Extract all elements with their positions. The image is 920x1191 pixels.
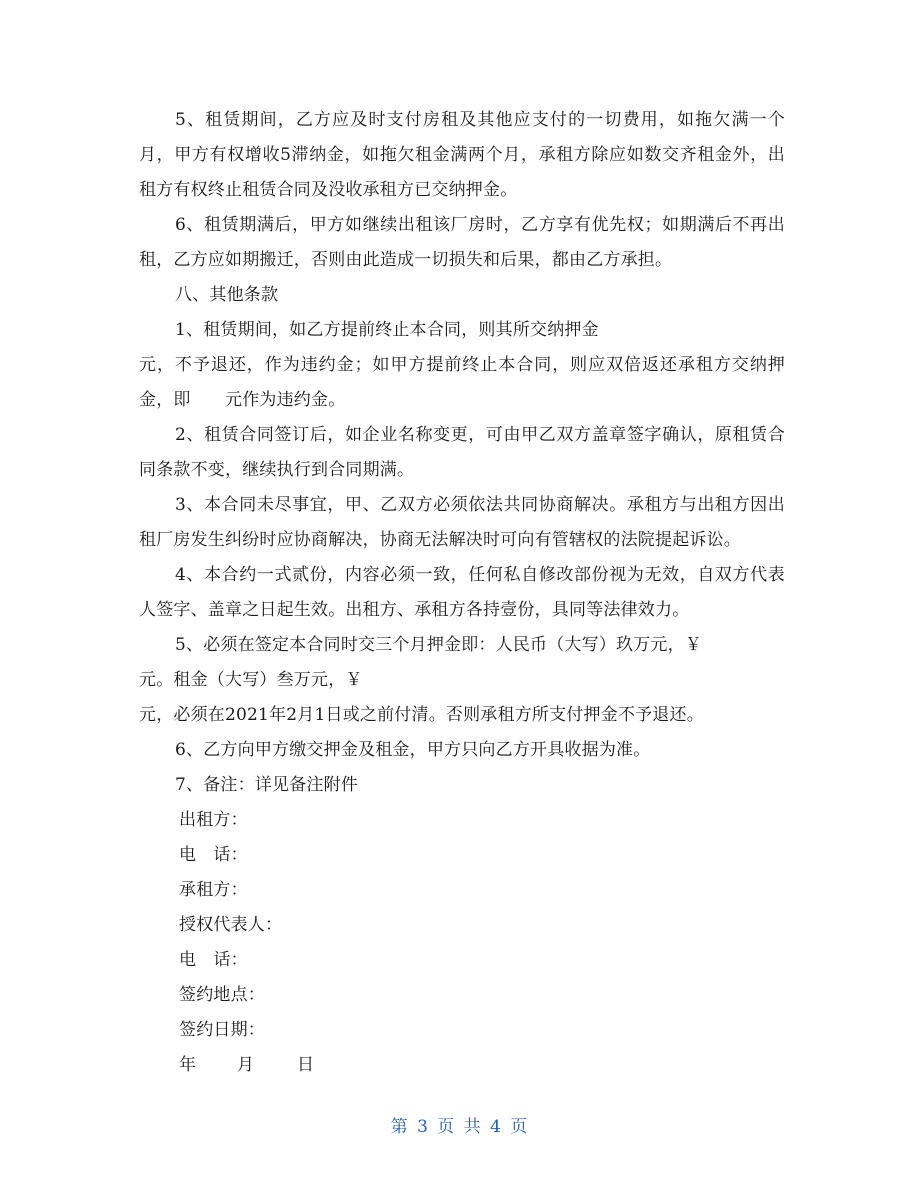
lessee-phone-label: 电 话： xyxy=(179,950,248,970)
clause-payment-deadline: 元，必须在2021年2月1日或之前付清。否则承租方所支付押金不予退还。 xyxy=(139,705,704,725)
clause-remarks: 7、备注：详见备注附件 xyxy=(175,775,359,795)
clause-copies: 4、本合约一式贰份，内容必须一致，任何私自修改部份视为无效，自双方代表人签字、盖章之日起生效。出租方、承租方各持壹份，具同等法律效力。 xyxy=(139,565,785,620)
clause-deposit: 5、必须在签定本合同时交三个月押金即：人民币（大写）玖万元，￥ xyxy=(175,635,703,655)
year-label: 年 xyxy=(179,1055,197,1075)
lessee-label: 承租方： xyxy=(179,880,248,900)
clause-late-payment: 5、租赁期间，乙方应及时支付房租及其他应支付的一切费用，如拖欠满一个月，甲方有权增收5滞纳金，如拖欠租金满两个月，承租方除应如数交齐租金外，出租方有权终止租赁合同及没收承租方已交纳押金。 xyxy=(139,110,785,200)
clause-name-change: 2、租赁合同签订后，如企业名称变更，可由甲乙双方盖章签字确认，原租赁合同条款不变，继续执行到合同期满。 xyxy=(139,425,785,480)
lessor-phone-label: 电 话： xyxy=(179,845,248,865)
signing-date-label: 签约日期： xyxy=(179,1020,265,1040)
representative-label: 授权代表人： xyxy=(179,915,283,935)
date-fields xyxy=(139,1048,785,1083)
section-heading-other-terms: 八、其他条款 xyxy=(175,285,279,305)
clause-lease-expiry: 6、租赁期满后，甲方如继续出租该厂房时，乙方享有优先权；如期满后不再出租，乙方应如期搬迁，否则由此造成一切损失和后果，都由乙方承担。 xyxy=(139,215,785,270)
clause-rent-amount: 元。租金（大写）叁万元，￥ xyxy=(139,670,363,690)
page-footer: 第 3 页 共 4 页 xyxy=(390,1117,530,1137)
clause-early-termination: 1、租赁期间，如乙方提前终止本合同，则其所交纳押金 xyxy=(175,320,599,340)
signing-place-label: 签约地点： xyxy=(179,985,265,1005)
lessor-label: 出租方： xyxy=(179,810,248,830)
month-label: 月 xyxy=(237,1055,255,1075)
clause-dispute-resolution: 3、本合同未尽事宜，甲、乙双方必须依法共同协商解决。承租方与出租方因出租厂房发生纠纷时应协商解决，协商无法解决时可向有管辖权的法院提起诉讼。 xyxy=(139,495,785,550)
clause-early-termination-continued: 元，不予退还，作为违约金；如甲方提前终止本合同，则应双倍返还承租方交纳押金，即 元作为违约金。 xyxy=(139,355,785,410)
clause-receipt: 6、乙方向甲方缴交押金及租金，甲方只向乙方开具收据为准。 xyxy=(175,740,651,760)
day-label: 日 xyxy=(297,1055,315,1075)
contract-body xyxy=(139,103,785,1083)
